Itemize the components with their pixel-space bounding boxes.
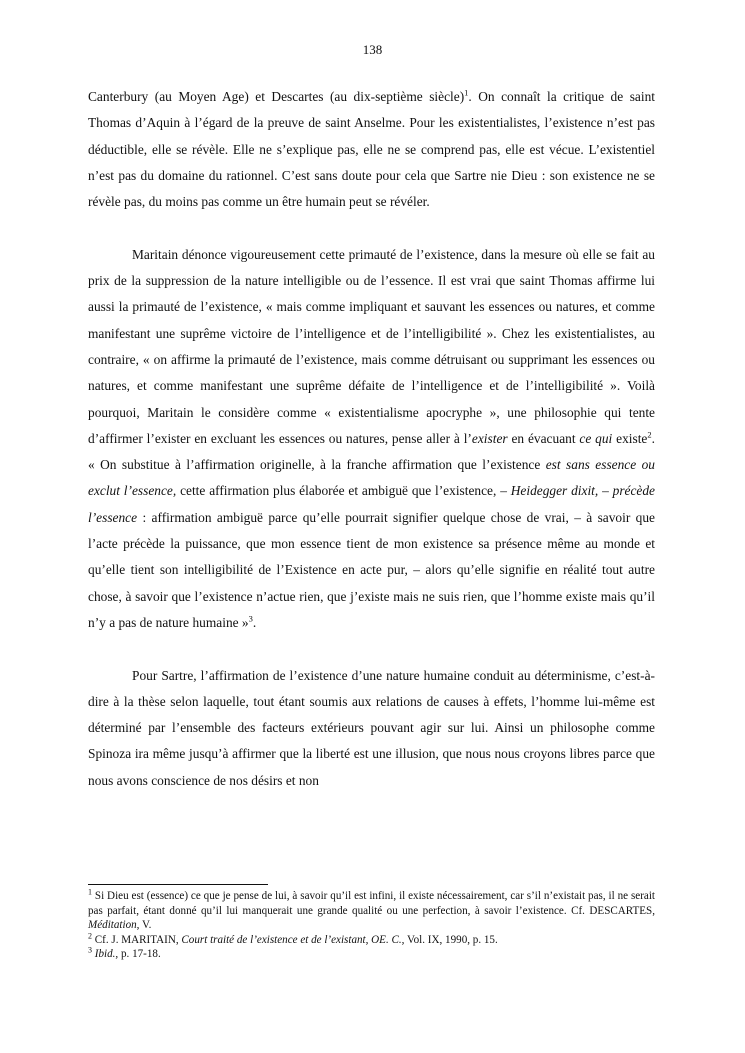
italic-text: est sans essence ou exclut l’essence,: [88, 457, 656, 499]
footnote-ref: 1: [464, 87, 469, 98]
text-run: cette affirmation plus élaborée et ambiguë que l’existence, –: [176, 483, 511, 499]
text-run: existe: [612, 430, 648, 446]
italic-text: exister: [471, 430, 508, 446]
text-run: Cf. J. MARITAIN,: [92, 933, 182, 946]
footnote-2: [88, 933, 655, 948]
footnote-ref: 3: [88, 945, 92, 955]
body-text: [88, 84, 655, 794]
footnote-1: [88, 889, 655, 933]
text-run: Vol. IX, 1990, p. 15.: [404, 933, 498, 946]
footnote-ref: 1: [88, 887, 92, 897]
footnote-3: [88, 947, 655, 962]
text-run: Si Dieu est (essence) ce que je pense de lui, à savoir qu’il est infini, il existe nécessairement, car s’il n’existait pas, il ne serait pas parfait, étant donné qu’il lui manquerait une grande qualité ou une perfection, à savoir l’existence. Cf. DESCARTES,: [88, 890, 655, 917]
text-run: Canterbury (au Moyen Age) et Descartes (au dix-septième siècle): [88, 89, 465, 104]
text-run: . On connaît la critique de saint Thomas d’Aquin à l’égard de la preuve de saint Anselme. Pour les existentialistes, l’existence n’est pas déductible, elle se révèle. Elle ne s’explique pas, elle ne se comprend pas, elle est vécue. L’existentiel n’est pas du domaine du rationnel. C’est sans doute pour cela que Sartre nie Dieu : son existence ne se révèle pas, du moins pas comme un être humain peut se révéler.: [88, 89, 655, 210]
text-run: p. 17-18.: [118, 948, 161, 961]
footnote-ref: 2: [88, 931, 92, 941]
text-run: . « On substitue à l’affirmation originelle, à la franche affirmation que l’existence: [88, 430, 655, 473]
text-run: : affirmation ambiguë parce qu’elle pourrait signifier quelque chose de vrai, – à savoir que l’acte précède la puissance, que mon essence tient de mon existence sa présence même au monde et qu’elle tient son intelligibilité de l’Existence en acte pur, – alors qu’elle signifie en réalité tout autre chose, à savoir que l’existence n’actue rien, que j’existe mais ne suis rien, que l’homme existe mais qu’il n’y a pas de nature humaine »: [88, 509, 655, 630]
italic-text: ce qui: [579, 430, 613, 446]
footnote-separator: [88, 884, 268, 885]
paragraph-3: [88, 663, 655, 794]
text-run: en évacuant: [507, 430, 580, 446]
text-run: Pour Sartre, l’affirmation de l’existence d’une nature humaine conduit au déterminisme, c’est-à-dire à la thèse selon laquelle, tout étant soumis aux relations de causes à effets, l’homme lui-même est déterminé par l’ensemble des facteurs extérieurs pouvant agir sur lui. Ainsi un philosophe comme Spinoza ira même jusqu’à affirmer que la liberté est une illusion, que nous nous croyons libres parce que nous avons conscience de nos désirs et non: [88, 667, 655, 788]
paragraph-gap: [88, 215, 655, 241]
italic-text: Méditation,: [88, 919, 140, 932]
footnotes: [88, 889, 655, 962]
footnote-ref: 2: [647, 429, 652, 440]
footnote-ref: 3: [248, 613, 253, 624]
paragraph-gap: [88, 636, 655, 662]
italic-text: Court traité de l’existence et de l’existant, OE. C.,: [181, 933, 405, 946]
text-run: Maritain dénonce vigoureusement cette primauté de l’existence, dans la mesure où elle se fait au prix de la suppression de la nature intelligible ou de l’essence. Il est vrai que saint Thomas affirme lui aussi la primauté de l’existence, « mais comme impliquant et sauvant les essences ou natures, et comme manifestant une suprême victoire de l’intelligence et de l’intelligibilité ». Chez les existentialistes, au contraire, « on affirme la primauté de l’existence, mais comme détruisant ou supprimant les essences ou natures, et comme manifestant une suprême défaite de l’intelligence et de l’intelligibilité ». Voilà pourquoi, Maritain le considère comme « existentialisme apocryphe », une philosophie qui tente d’affirmer l’exister en excluant les essences ou natures, pense aller à l’: [88, 246, 655, 446]
paragraph-2: [88, 242, 655, 636]
text-run: V.: [139, 919, 152, 932]
page-number: 138: [362, 42, 383, 57]
paragraph-1: [88, 84, 655, 215]
italic-text: Ibid.,: [94, 948, 119, 961]
text-run: .: [252, 614, 257, 630]
italic-text: Heidegger dixit, – précède l’essence: [88, 483, 655, 525]
